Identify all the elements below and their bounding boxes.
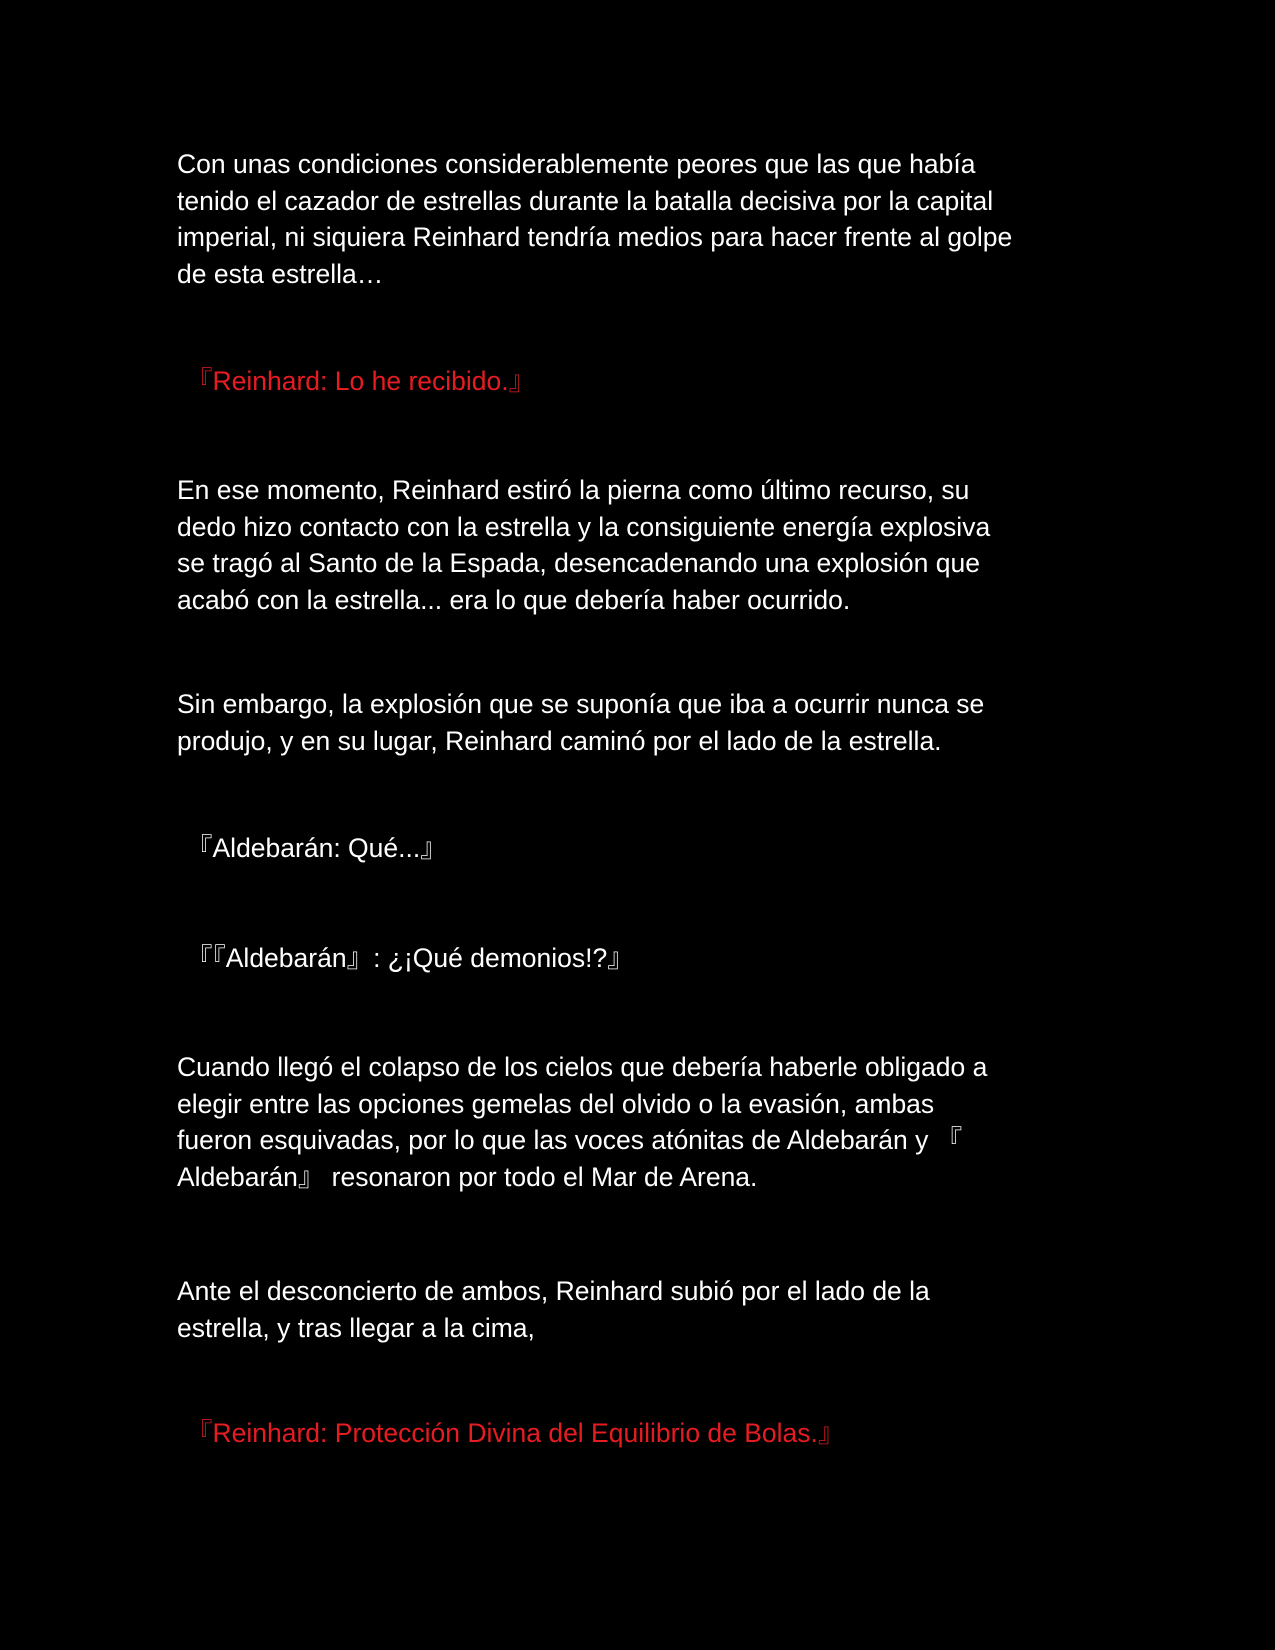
narration-paragraph-3	[177, 686, 1117, 759]
text-line: elegir entre las opciones gemelas del olvido o la evasión, ambas	[177, 1088, 935, 1119]
text-line: tenido el cazador de estrellas durante la batalla decisiva por la capital	[177, 185, 994, 216]
narration-paragraph-2	[177, 472, 1117, 618]
text-line: Cuando llegó el colapso de los cielos que debería haberle obligado a	[177, 1052, 988, 1082]
text-line: estrella, y tras llegar a la cima,	[177, 1312, 535, 1343]
text-line: Aldebarán』 resonaron por todo el Mar de Arena.	[177, 1161, 758, 1192]
text-line: fueron esquivadas, por lo que las voces atónitas de Aldebarán y 『	[177, 1125, 963, 1155]
text-line: acabó con la estrella... era lo que debería haber ocurrido.	[177, 584, 851, 615]
text-line: de esta estrella…	[177, 258, 384, 289]
aldebaran-quoted-dialogue: 『『Aldebarán』: ¿¡Qué demonios!?』	[186, 943, 634, 973]
text-line: Sin embargo, la explosión que se suponía que iba a ocurrir nunca se	[177, 689, 985, 719]
narration-paragraph-4	[177, 1049, 1117, 1195]
aldebaran-dialogue: 『Aldebarán: Qué...』	[186, 833, 447, 863]
text-line: produjo, y en su lugar, Reinhard caminó por el lado de la estrella.	[177, 725, 942, 756]
text-line: Con unas condiciones considerablemente peores que las que había	[177, 149, 976, 179]
text-line: Ante el desconcierto de ambos, Reinhard subió por el lado de la	[177, 1276, 930, 1306]
reinhard-dialogue-1: 『Reinhard: Lo he recibido.』	[186, 366, 536, 396]
narration-paragraph-5	[177, 1273, 1117, 1346]
text-line: dedo hizo contacto con la estrella y la consiguiente energía explosiva	[177, 511, 991, 542]
reinhard-dialogue-2: 『Reinhard: Protección Divina del Equilibrio de Bolas.』	[186, 1418, 845, 1448]
text-line: imperial, ni siquiera Reinhard tendría medios para hacer frente al golpe	[177, 222, 1013, 252]
text-line: se tragó al Santo de la Espada, desencadenando una explosión que	[177, 548, 980, 578]
text-line: En ese momento, Reinhard estiró la pierna como último recurso, su	[177, 475, 970, 505]
narration-paragraph-1	[177, 146, 1117, 292]
